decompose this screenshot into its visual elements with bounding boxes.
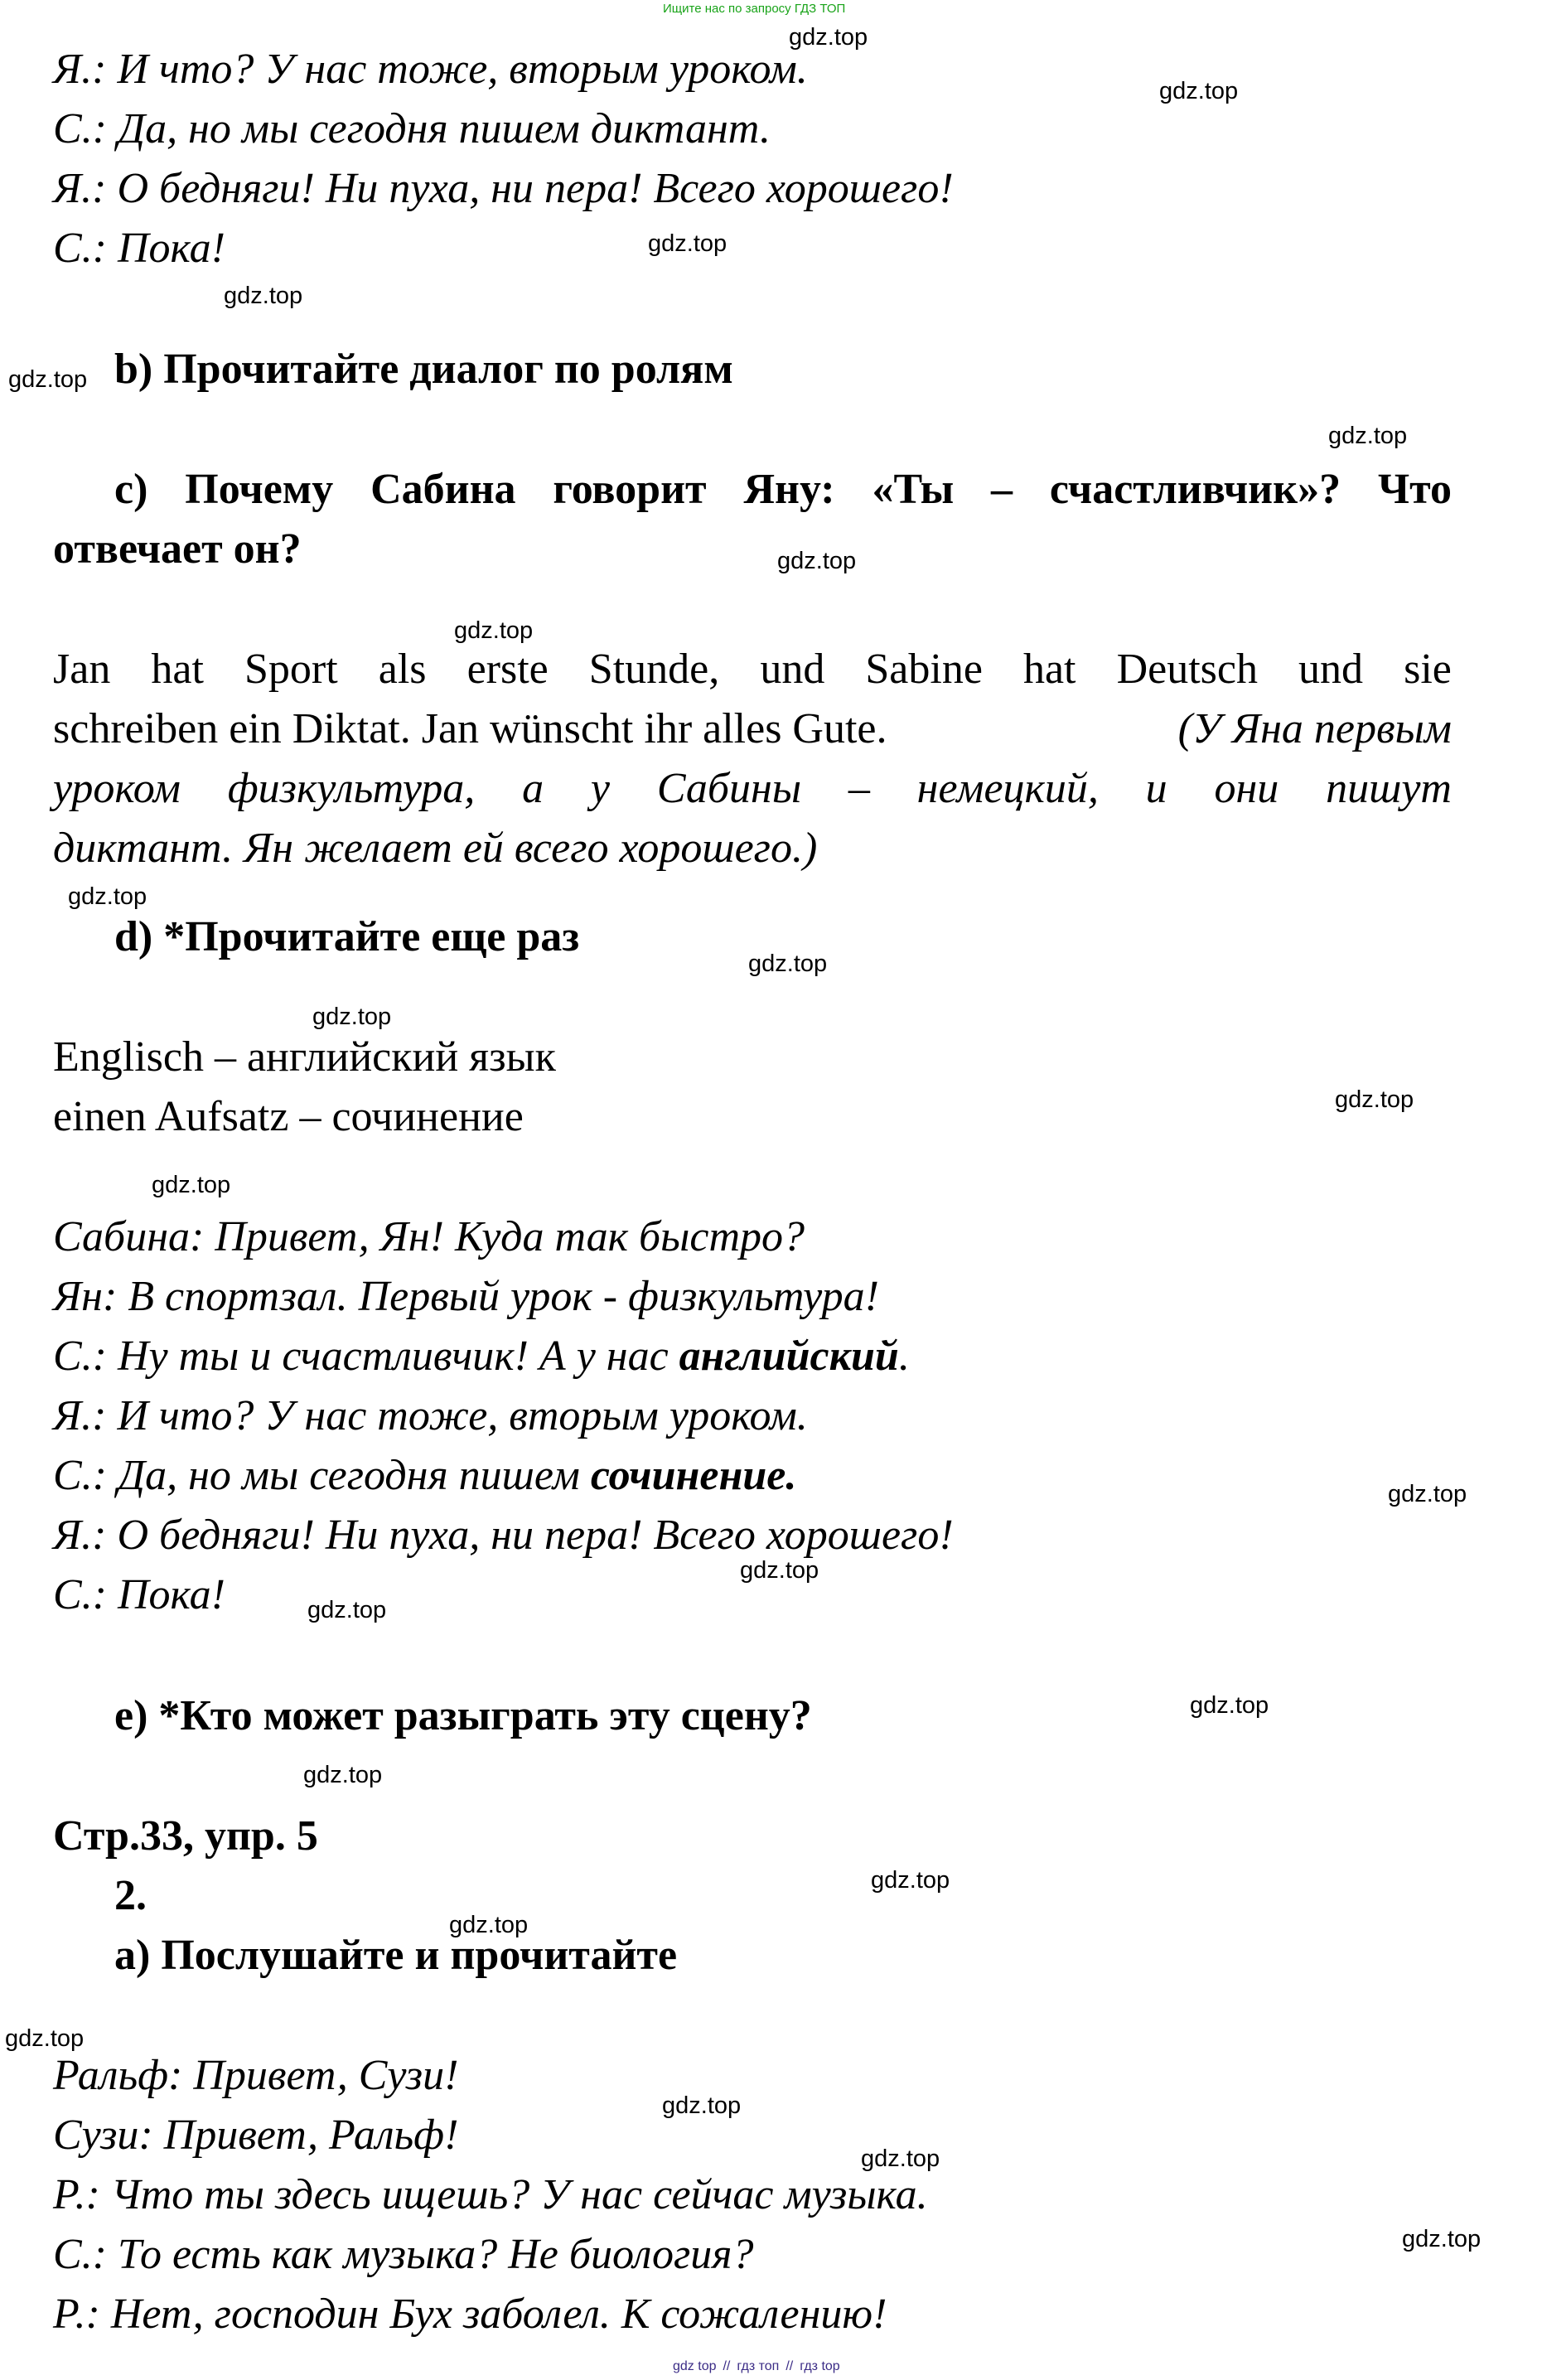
watermark: gdz.top xyxy=(740,1557,819,1584)
dialog3-line-2: Сузи: Привет, Ральф! xyxy=(53,2112,459,2159)
highlight-english: английский xyxy=(679,1333,899,1380)
watermark: gdz.top xyxy=(454,617,534,644)
watermark: gdz.top xyxy=(777,548,857,574)
answer-line-4: диктант. Ян желает ей всего хорошего.) xyxy=(53,825,818,872)
word: – xyxy=(848,765,870,812)
word: Почему xyxy=(185,466,334,513)
dialog1-line-4: С.: Пока! xyxy=(53,225,225,272)
watermark: gdz.top xyxy=(449,1912,529,1938)
dialog1-line-2: С.: Да, но мы сегодня пишем диктант. xyxy=(53,105,771,152)
dialog1-line-1: Я.: И что? У нас тоже, вторым уроком. xyxy=(53,46,808,93)
watermark: gdz.top xyxy=(1388,1481,1467,1507)
word: sie xyxy=(1404,646,1452,693)
dialog2-line-4: Я.: И что? У нас тоже, вторым уроком. xyxy=(53,1392,808,1439)
word: уроком xyxy=(53,765,181,812)
task-c-heading-line-2: отвечает он? xyxy=(53,525,302,573)
word: Сабина xyxy=(370,466,516,513)
dialog2-line-5 xyxy=(53,1454,796,1497)
word: счастливчик»? xyxy=(1049,466,1341,513)
word: – xyxy=(991,466,1013,513)
word: а xyxy=(522,765,544,812)
word: und xyxy=(760,646,825,693)
watermark: gdz.top xyxy=(1328,423,1408,449)
dialog3-line-3: Р.: Что ты здесь ищешь? У нас сейчас музыка. xyxy=(53,2171,928,2218)
vocab-item-1: Englisch – английский язык xyxy=(53,1033,556,1081)
dialog2-line-6: Я.: О бедняги! Ни пуха, ни пера! Всего хорошего! xyxy=(53,1512,954,1559)
word: c) xyxy=(114,466,148,513)
dialog3-line-5: Р.: Нет, господин Бух заболел. К сожалению! xyxy=(53,2291,887,2338)
watermark: gdz.top xyxy=(1402,2226,1482,2252)
task-d-heading: d) *Прочитайте еще раз xyxy=(114,913,580,960)
page-reference: Стр.33, упр. 5 xyxy=(53,1812,318,1860)
word: hat xyxy=(151,646,204,693)
word: немецкий, xyxy=(916,765,1099,812)
watermark: gdz.top xyxy=(1335,1086,1414,1113)
watermark: gdz.top xyxy=(68,883,147,910)
word: говорит xyxy=(553,466,707,513)
dialog2-line-3 xyxy=(53,1335,910,1378)
watermark: gdz.top xyxy=(648,230,727,257)
word: und xyxy=(1298,646,1364,693)
dialog3-line-4: С.: То есть как музыка? Не биология? xyxy=(53,2231,754,2278)
dialog2-line-7: С.: Пока! xyxy=(53,1571,225,1618)
watermark: gdz.top xyxy=(1190,1692,1269,1719)
word: Sport xyxy=(244,646,338,693)
word: физкультура, xyxy=(227,765,476,812)
dialog2-line-2: Ян: В спортзал. Первый урок - физкультура! xyxy=(53,1273,879,1320)
word: Sabine xyxy=(865,646,983,693)
answer-translation-start: (У Яна первым xyxy=(1177,705,1452,752)
watermark: gdz.top xyxy=(8,366,88,393)
word: они xyxy=(1214,765,1279,812)
answer-german-text: schreiben ein Diktat. Jan wünscht ihr alles Gute. xyxy=(53,705,887,752)
word: hat xyxy=(1022,646,1076,693)
footer-link-2[interactable]: гдз топ xyxy=(737,2359,780,2373)
word: Что xyxy=(1377,466,1452,513)
word: Яну: xyxy=(743,466,835,513)
dialog1-line-3: Я.: О бедняги! Ни пуха, ни пера! Всего хорошего! xyxy=(53,165,954,212)
watermark: gdz.top xyxy=(789,24,868,51)
word: и xyxy=(1145,765,1167,812)
watermark: gdz.top xyxy=(303,1762,383,1788)
watermark: gdz.top xyxy=(152,1172,231,1198)
dialog2-line-1: Сабина: Привет, Ян! Куда так быстро? xyxy=(53,1213,805,1260)
watermark: gdz.top xyxy=(5,2025,85,2052)
watermark: gdz.top xyxy=(748,951,828,977)
watermark: gdz.top xyxy=(662,2092,742,2119)
watermark: gdz.top xyxy=(1159,78,1239,104)
footer-separator: // xyxy=(723,2359,731,2373)
task-e-heading: e) *Кто может разыграть эту сцену? xyxy=(114,1692,812,1739)
dialog2-line-5-text: С.: Да, но мы сегодня пишем xyxy=(53,1452,591,1499)
footer-link-1[interactable]: gdz top xyxy=(673,2359,717,2373)
footer-links xyxy=(673,2359,840,2374)
word: Deutsch xyxy=(1116,646,1258,693)
footer-separator: // xyxy=(786,2359,794,2373)
task-b-heading: b) Прочитайте диалог по ролям xyxy=(114,346,733,393)
vocab-item-2: einen Aufsatz – сочинение xyxy=(53,1093,524,1140)
word: пишут xyxy=(1326,765,1452,812)
task-c-heading-line-1 xyxy=(114,468,1452,511)
dialog3-line-1: Ральф: Привет, Сузи! xyxy=(53,2052,459,2099)
answer-line-1 xyxy=(53,648,1452,691)
watermark: gdz.top xyxy=(224,283,303,309)
word: erste xyxy=(466,646,549,693)
word: у xyxy=(590,765,611,812)
word: als xyxy=(378,646,427,693)
watermark: gdz.top xyxy=(312,1004,392,1030)
highlight-essay: сочинение. xyxy=(590,1452,797,1499)
watermark: gdz.top xyxy=(871,1867,950,1894)
answer-line-2 xyxy=(53,705,1452,752)
word: Stunde, xyxy=(588,646,720,693)
watermark: gdz.top xyxy=(861,2145,940,2172)
watermark: gdz.top xyxy=(307,1597,387,1623)
word: «Ты xyxy=(872,466,955,513)
exercise-number: 2. xyxy=(114,1872,147,1919)
task-a-heading: a) Послушайте и прочитайте xyxy=(114,1932,678,1979)
word: Сабины xyxy=(656,765,802,812)
dialog2-line-3-text: С.: Ну ты и счастливчик! А у нас xyxy=(53,1333,679,1380)
answer-line-3 xyxy=(53,767,1452,810)
dialog2-line-3-end: . xyxy=(898,1333,910,1380)
word: Jan xyxy=(53,646,111,693)
footer-link-3[interactable]: гдз top xyxy=(800,2359,840,2373)
top-search-link[interactable]: Ищите нас по запросу ГДЗ ТОП xyxy=(663,2,846,16)
